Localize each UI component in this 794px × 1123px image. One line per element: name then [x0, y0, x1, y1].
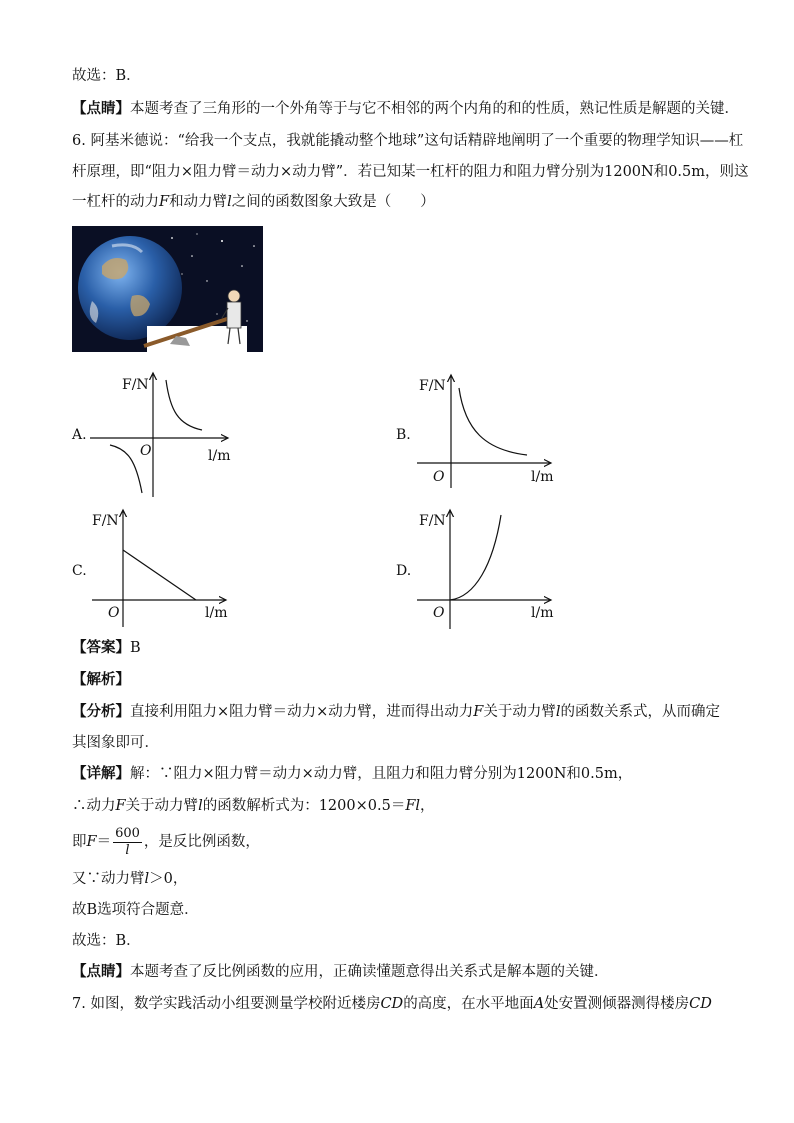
xiangjie-line-3: 即F＝ $\frac{600}{l}$ ，是反比例函数， — [72, 825, 260, 858]
x-label: l/m — [208, 448, 231, 464]
text-line-1: 故选：B． — [72, 68, 141, 84]
origin-label: O — [108, 605, 120, 621]
y-label: F/N — [92, 513, 119, 529]
curve-quadrant-3 — [110, 445, 142, 493]
tag-fenxi: 【分析】 — [72, 703, 130, 720]
x-label: l/m — [205, 605, 228, 621]
earth — [78, 236, 182, 340]
xiangjie-line-4: 又∵动力臂l＞0， — [72, 871, 188, 887]
option-b-label: B. — [396, 427, 411, 443]
origin-label: O — [433, 605, 445, 621]
guxuan-line: 故选：B． — [72, 933, 141, 949]
linear-line — [123, 550, 196, 600]
text-line-2: 【点睛】本题考查了三角形的一个外角等于与它不相邻的两个内角的和的性质，熟记性质是解题的关键． — [72, 100, 739, 117]
tag-dianjing-2: 【点睛】 — [72, 963, 130, 980]
answer-line — [72, 638, 141, 658]
archimedes-illustration — [72, 226, 263, 352]
fenxi-line-1: 【分析】直接利用阻力×阻力臂＝动力×动力臂，进而得出动力F关于动力臂l的函数关系式，从而确定 — [72, 703, 720, 720]
option-d-label: D. — [396, 563, 412, 579]
option-c-label: C. — [72, 563, 87, 579]
parabola-curve — [450, 515, 501, 600]
curve-quadrant-1 — [459, 388, 527, 455]
option-c-graph — [90, 505, 235, 630]
option-b-graph — [415, 370, 560, 490]
option-d-graph — [415, 505, 560, 630]
origin-label: O — [433, 469, 445, 485]
curve-quadrant-1 — [166, 380, 202, 430]
question-6-line-2: 杆原理，即“阻力×阻力臂＝动力×动力臂”．若已知某一杠杆的阻力和阻力臂分别为1200N和0.5m，则这 — [72, 164, 749, 180]
dianjing-line: 【点睛】本题考查了反比例函数的应用，正确读懂题意得出关系式是解本题的关键． — [72, 963, 609, 980]
answer-value: B — [130, 640, 141, 656]
xiangjie-line-1: 【详解】解：∵阻力×阻力臂＝动力×动力臂，且阻力和阻力臂分别为1200N和0.5m， — [72, 765, 633, 782]
xiangjie-line-2: ∴动力F关于动力臂l的函数解析式为：1200×0.5＝Fl， — [72, 798, 435, 814]
xiangjie-line-5: 故B选项符合题意． — [72, 902, 199, 918]
y-label: F/N — [419, 378, 446, 394]
y-label: F/N — [419, 513, 446, 529]
origin-label: O — [140, 443, 152, 459]
tag-xiangjie: 【详解】 — [72, 765, 130, 782]
fraction-600-over-l: $\frac{600}{l}$ — [115, 825, 140, 858]
option-a-label: A. — [72, 427, 87, 443]
x-label: l/m — [531, 605, 554, 621]
x-label: l/m — [531, 469, 554, 485]
question-7-line-1: 7. 如图，数学实践活动小组要测量学校附近楼房CD的高度，在水平地面A处安置测倾器测得楼房CD — [72, 996, 712, 1012]
tag-answer: 【答案】 — [72, 639, 130, 656]
tag-dianjing: 【点睛】 — [72, 100, 130, 117]
option-a-graph — [90, 365, 240, 500]
tag-jiexi: 【解析】 — [72, 671, 130, 688]
analysis-heading — [72, 670, 130, 690]
question-6-line-3: 一杠杆的动力F和动力臂l之间的函数图象大致是（ ） — [72, 194, 435, 210]
y-label: F/N — [122, 377, 149, 393]
question-6-line-1: 6. 阿基米德说：“给我一个支点，我就能撬动整个地球”这句话精辟地阐明了一个重要的物理学知识——杠 — [72, 133, 744, 149]
fenxi-line-2: 其图象即可． — [72, 735, 159, 751]
